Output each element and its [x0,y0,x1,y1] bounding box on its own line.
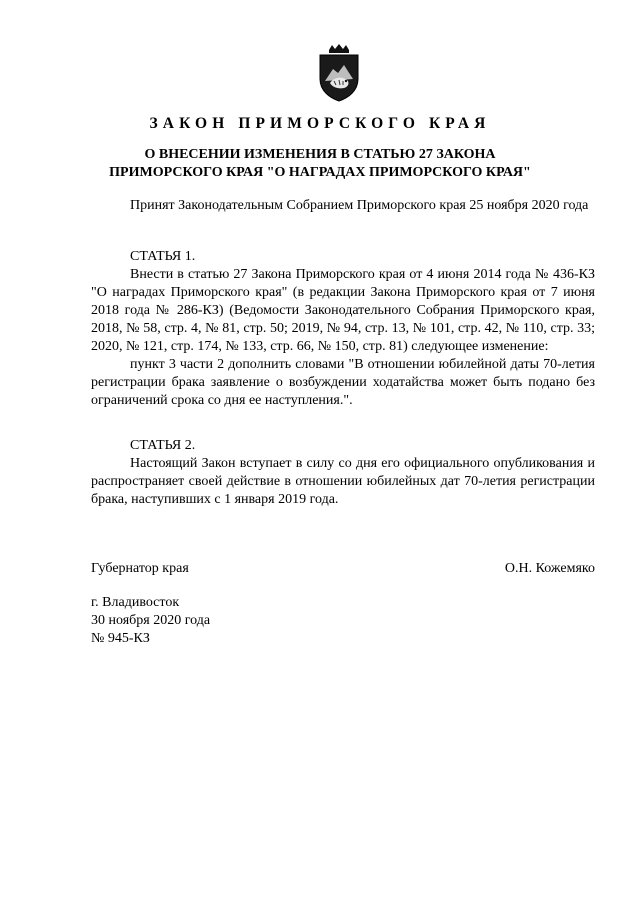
place-date-number [91,594,210,648]
article-1-paragraph-2: пункт 3 части 2 дополнить словами "В отношении юбилейной даты 70-летия регистрации брака заявление о возбуждении ходатайства может быть подано без ограничений срока со дня ее наступления.". [91,357,595,408]
primorsky-krai-coat-of-arms-icon [316,43,362,103]
signatory-name: О.Н. Кожемяко [504,561,595,576]
law-subtitle [0,146,640,182]
article-1-heading: СТАТЬЯ 1. [130,249,196,264]
city: г. Владивосток [91,595,180,610]
article-2-paragraph-1: Настоящий Закон вступает в силу со дня его официального опубликования и распространяет своей действие в отношении юбилейных дат 70-летия регистрации брака, наступивших с 1 января 2019 года. [91,456,595,507]
law-title: ЗАКОН ПРИМОРСКОГО КРАЯ [149,115,491,132]
article-2-heading: СТАТЬЯ 2. [130,438,196,453]
adoption-text: Принят Законодательным Собранием Приморского края 25 ноября 2020 года [130,198,589,213]
article-2 [91,437,595,509]
signing-date: 30 ноября 2020 года [91,613,211,628]
signatory-position: Губернатор края [91,561,189,576]
adoption-note [91,197,595,215]
subtitle-line-2: ПРИМОРСКОГО КРАЯ "О НАГРАДАХ ПРИМОРСКОГО КРАЯ" [109,165,531,180]
law-number: № 945-КЗ [91,631,150,646]
article-1 [91,248,595,410]
article-1-paragraph-1: Внести в статью 27 Закона Приморского края от 4 июня 2014 года № 436-КЗ "О наградах Приморского края" (в редакции Закона Приморского края от 7 июня 2018 года № 286-КЗ) (Ведомости Законодательного Собрания Приморского края, 2018, № 58, стр. 4, № 81, стр. 50; 2019, № 94, стр. 13, № 101, стр. 42, № 110, стр. 33; 2020, № 121, стр. 174, № 133, стр. 66, № 150, стр. 81) следующее изменение: [91,267,595,354]
subtitle-line-1: О ВНЕСЕНИИ ИЗМЕНЕНИЯ В СТАТЬЮ 27 ЗАКОНА [144,147,496,162]
